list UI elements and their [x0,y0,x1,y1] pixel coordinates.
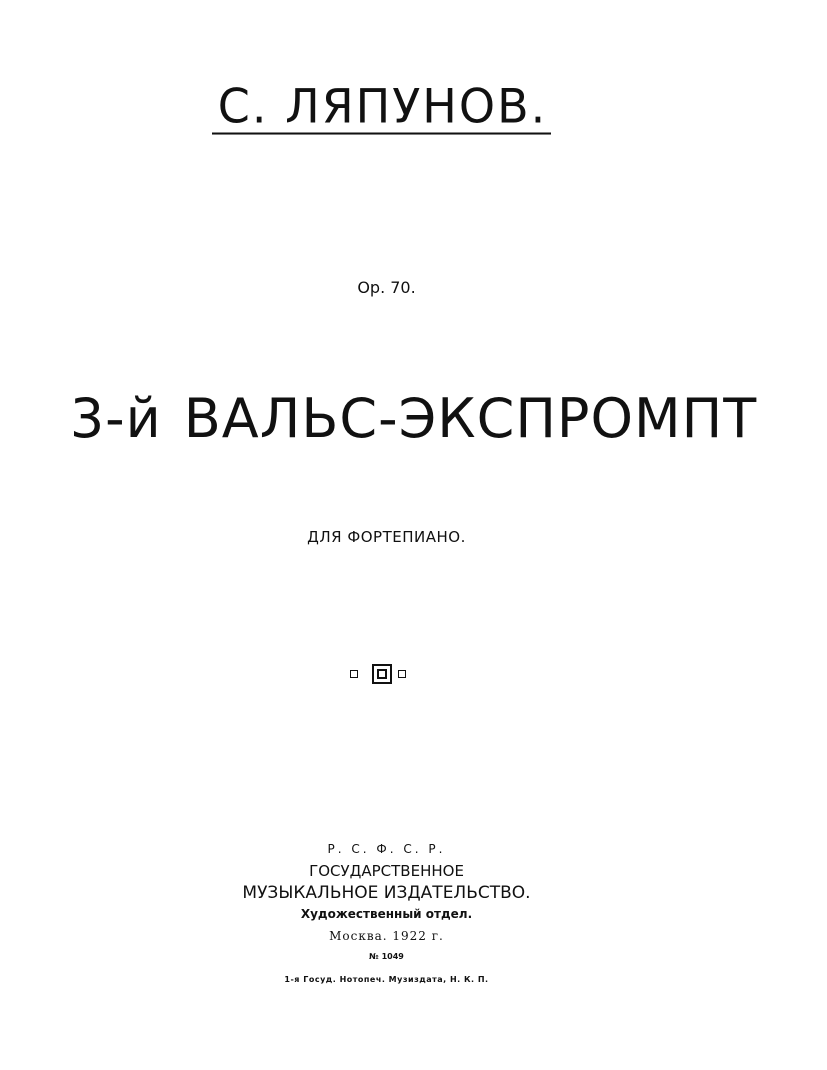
small-square-right-icon [398,670,406,678]
publisher-line-2: МУЗЫКАЛЬНОЕ ИЗДАТЕЛЬСТВО. [242,883,531,903]
instrumentation: ДЛЯ ФОРТЕПИАНО. [307,528,466,546]
small-square-left-icon [350,670,358,678]
composer-name-text: С. ЛЯПУНОВ. [212,79,552,134]
publisher-department: Художественный отдел. [300,907,473,921]
publisher-line-1: ГОСУДАРСТВЕННОЕ [309,862,464,880]
opus-number: Op. 70. [357,278,416,297]
plate-number: № 1049 [369,952,404,961]
title-prefix: 3-й [69,387,162,450]
printer-credit: 1-я Госуд. Нотопеч. Музиздата, Н. К. П. [284,975,489,984]
publisher-country: Р. С. Ф. С. Р. [327,842,446,856]
framed-square-icon [372,664,392,684]
publisher-city-year: Москва. 1922 г. [329,929,444,943]
composer-name [0,80,827,134]
ornament-squares-icon [350,664,414,686]
title-main: ВАЛЬС-ЭКСПРОМПТ [183,387,758,450]
work-title [0,384,827,454]
